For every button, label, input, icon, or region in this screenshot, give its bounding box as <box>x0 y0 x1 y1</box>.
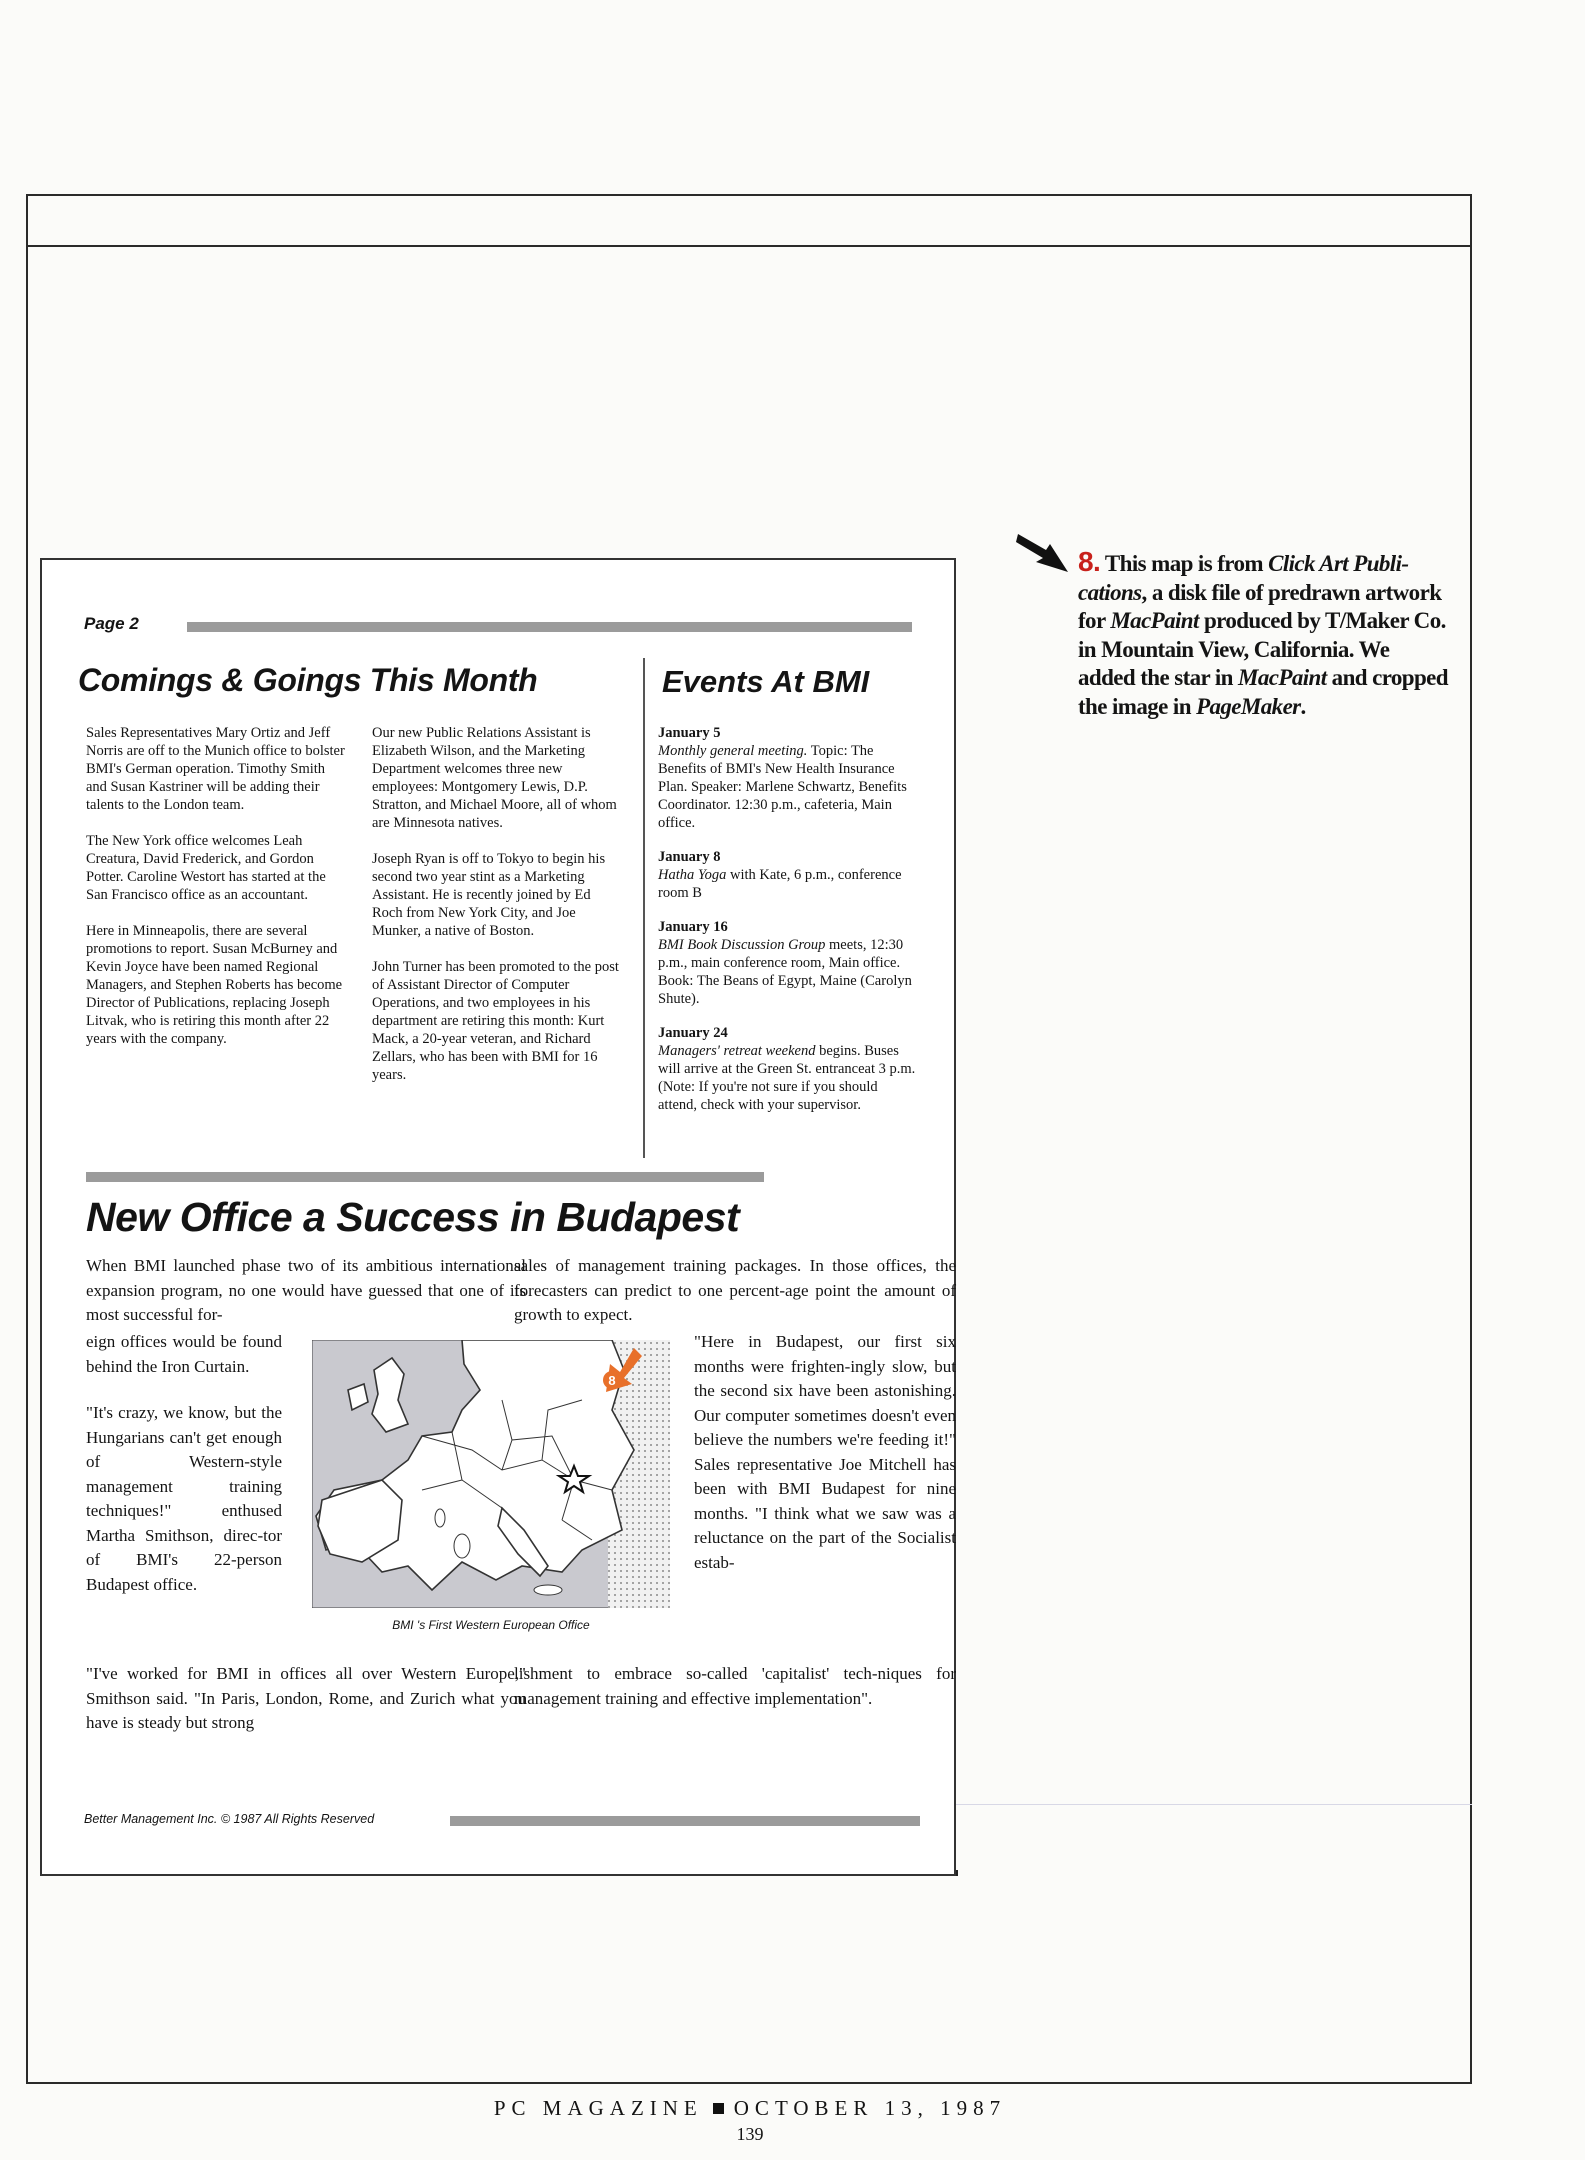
issue-date: OCTOBER 13, 1987 <box>733 2096 1007 2120</box>
article-bottom-right: lishment to embrace so-called 'capitalist' tech-niques for management training and effective implementation". <box>514 1664 956 1708</box>
map-caption: BMI 's First Western European Office <box>392 1618 590 1632</box>
events-column <box>658 724 918 1130</box>
comings-paragraph: Sales Representatives Mary Ortiz and Jeff Norris are off to the Munich office to bolster BMI's German operation. Timothy Smith and Susan Kastriner will be adding their talents to the London team. <box>86 725 345 813</box>
article-left-wrap <box>86 1330 282 1619</box>
europe-map <box>312 1340 670 1608</box>
event-title: Managers' retreat weekend <box>658 1043 816 1059</box>
event-detail: meets, 12:30 p.m., main conference room, Main office. Book: The Beans of Egypt, Maine (Carolyn Shute). <box>658 937 912 1007</box>
event-date: January 24 <box>658 1025 728 1041</box>
newsletter-page <box>40 558 956 1876</box>
events-heading: Events At BMI <box>662 664 870 699</box>
article-bottom-left: "I've worked for BMI in offices all over Western Europe," Smithson said. "In Paris, London, Rome, and Zurich what you have is steady but strong <box>86 1664 526 1732</box>
separator-square-icon <box>713 2103 724 2114</box>
copyright-footer: Better Management Inc. © 1987 All Rights Reserved <box>84 1812 375 1826</box>
comings-paragraph: Here in Minneapolis, there are several promotions to report. Susan McBurney and Kevin Joyce have been named Regional Managers, and Stephen Roberts has become Director of Publications, replacing Joseph Litvak, who is retiring this month after 22 years with the company. <box>86 923 343 1047</box>
header-bar <box>187 622 912 632</box>
frame-side-rule <box>956 1804 1472 1805</box>
article-paragraph: "It's crazy, we know, but the Hungarians can't get enough of Western-style management training techniques!" enthused Martha Smithson, direc-tor of BMI's 22-person Budapest office. <box>86 1403 282 1594</box>
event-detail: with Kate, 6 p.m., conference room B <box>658 867 902 901</box>
event-date: January 5 <box>658 725 721 741</box>
article-right-wrap: "Here in Budapest, our first six months were frighten-ingly slow, but the second six have been astonishing. Our computer sometimes doesn't even believe the numbers we're feeding it!" Sales representative Joe Mitchell has been with BMI Budapest for nine months. "I think what we saw was a reluctance on the part of the Socialist estab- <box>694 1332 956 1572</box>
event-date: January 8 <box>658 849 721 865</box>
event-title: Monthly general meeting. <box>658 743 808 759</box>
article-headline: New Office a Success in Budapest <box>86 1194 740 1240</box>
annotation-number: 8. <box>1078 546 1101 577</box>
comings-paragraph: John Turner has been promoted to the post of Assistant Director of Computer Operations, and two employees in his department are retiring this month: Kurt Mack, a 20-year veteran, and Richard Zellars, who has been with BMI for 16 years. <box>372 959 619 1083</box>
page-label: Page 2 <box>84 614 139 633</box>
column-divider <box>643 658 645 1158</box>
event-item <box>658 724 918 832</box>
article-paragraph: eign offices would be found behind the Iron Curtain. <box>86 1332 282 1376</box>
event-title: BMI Book Discussion Group <box>658 937 826 953</box>
side-annotation: 8. This map is from Click Art Publi-cations, a disk file of predrawn artwork for MacPaint produced by T/Maker Co. in Mountain View, California. We added the star in MacPaint and cropped the image in PageMaker. <box>1078 546 1448 719</box>
event-item <box>658 1024 918 1114</box>
frame-header-rule <box>26 245 1472 247</box>
magazine-name: PC MAGAZINE <box>493 2096 703 2120</box>
event-detail: Topic: The Benefits of BMI's New Health Insurance Plan. Speaker: Marlene Schwartz, Benefits Coordinator. 12:30 p.m., cafeteria, Main office. <box>658 743 907 831</box>
event-date: January 16 <box>658 919 728 935</box>
page-number: 139 <box>736 2124 764 2144</box>
comings-heading: Comings & Goings This Month <box>78 662 538 698</box>
comings-paragraph: Joseph Ryan is off to Tokyo to begin his second two year stint as a Marketing Assistant. He is recently joined by Ed Roch from New York City, and Joe Munker, a native of Boston. <box>372 851 606 939</box>
section-bar <box>86 1172 764 1182</box>
event-title: Hatha Yoga <box>658 867 727 883</box>
comings-paragraph: Our new Public Relations Assistant is Elizabeth Wilson, and the Marketing Department welcomes three new employees: Montgomery Lewis, D.P. Stratton, and Michael Moore, all of whom are Minnesota natives. <box>372 725 617 831</box>
comings-column-2 <box>372 724 624 1102</box>
event-detail: begins. Buses will arrive at the Green St. entranceat 3 p.m. (Note: If you're not sure if you should attend, check with your supervisor. <box>658 1043 916 1113</box>
footer-bar <box>450 1816 920 1826</box>
event-item <box>658 848 918 902</box>
event-item <box>658 918 918 1008</box>
magazine-masthead <box>0 2096 1500 2121</box>
comings-paragraph: The New York office welcomes Leah Creatura, David Frederick, and Gordon Potter. Caroline Westort has started at the San Francisco office as an accountant. <box>86 833 326 903</box>
article-intro-left: When BMI launched phase two of its ambitious international expansion program, no one would have guessed that one of its most successful for- <box>86 1256 526 1324</box>
pointer-arrow-icon <box>1016 528 1072 576</box>
map-callout-number: 8 <box>608 1373 616 1388</box>
article-intro-right: sales of management training packages. In those offices, the forecasters can predict to one percent-age point the amount of growth to expect. <box>514 1256 956 1324</box>
comings-column-1 <box>86 724 346 1066</box>
